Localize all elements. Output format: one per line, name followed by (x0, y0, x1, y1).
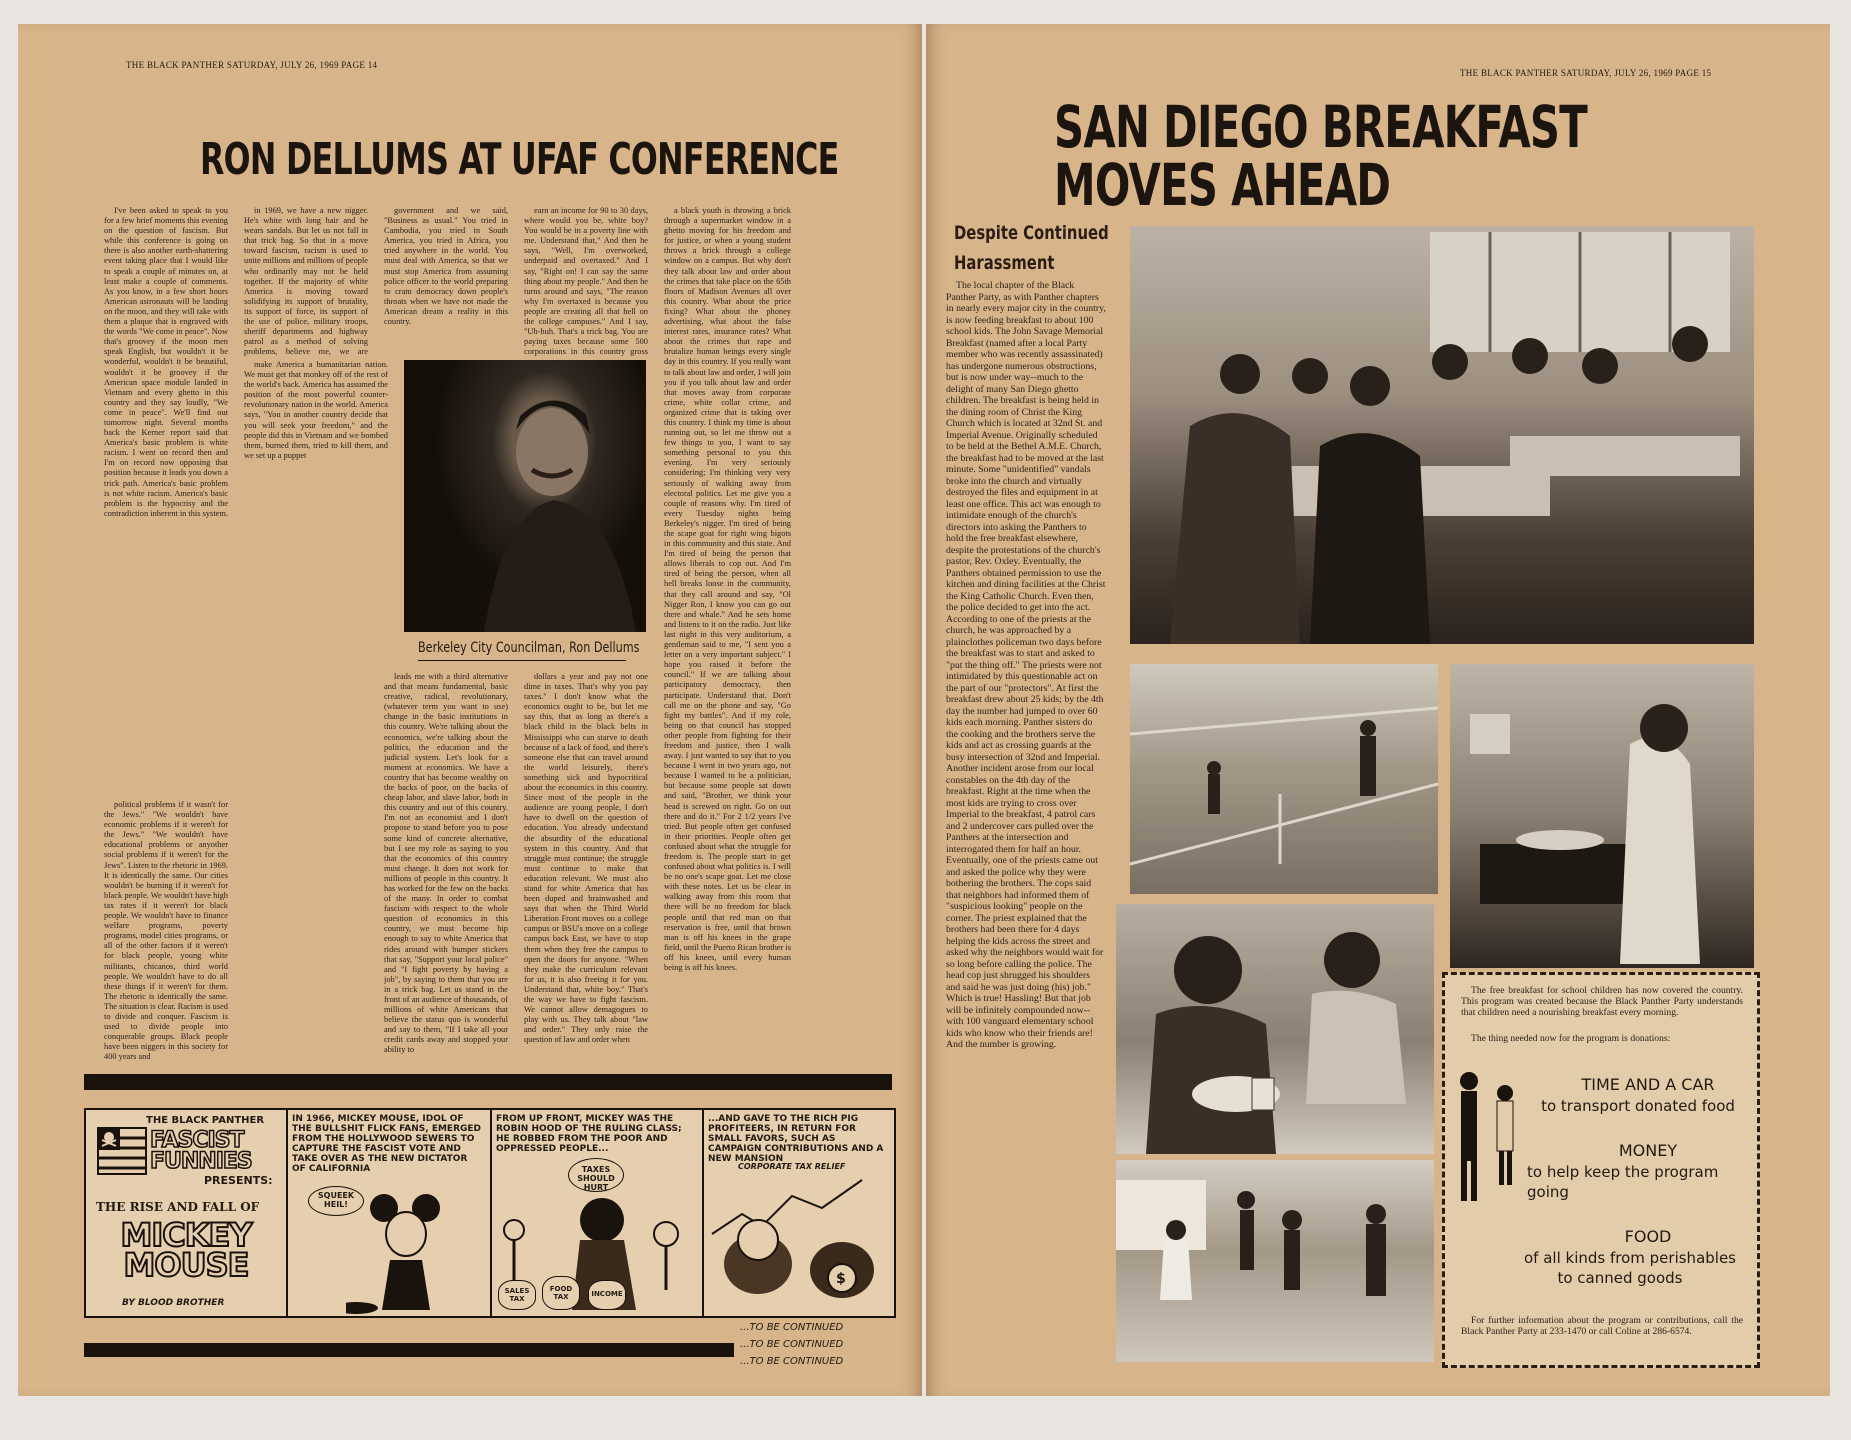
article-column-1: I've been asked to speak to you for a few brief moments this evening on the question of fascism. But while this conference is going on there is also another earth-shattering event taking place that I would like to speak a couple of minutes on, at least make a couple of comments. As you know, in a few short hours American astronauts will be landing on the moon, and they will take with them a plaque that is engraved with the words "We come in peace". Now that's groovey if the moon men speak English, but wouldn't it be wonderful, wouldn't it be beautiful, wouldn't it be groovey if the American space module landed in Vietnam and every ghetto in this country and they say loudly, "We come in peace". We'll find out tomorrow night. Several months back the Kerner report said that America's basic problem is white racism. I went on record then and I'm on record now opposing that position because it leads you down a trick path. America's basic problem is not white racism. America's basic problem is the hypocrisy and the contradiction inherent in this system. (104, 206, 228, 518)
food-title: FOOD (1624, 1227, 1672, 1246)
mickey-dictator-drawing (346, 1190, 486, 1316)
box-intro: The free breakfast for school children has now covered the country. This program was created because the Black Panther Party understands that children need a nourishing breakfast every morning. (1461, 985, 1743, 1018)
right-page-folio: THE BLACK PANTHER SATURDAY, JULY 26, 1969 PAGE 15 (1460, 68, 1712, 78)
subhead-line-2: Harassment (954, 252, 1055, 274)
panel-3-speech-balloon: TAXES SHOULD HURT (568, 1158, 624, 1192)
to-be-continued-1: ...TO BE CONTINUED (740, 1322, 844, 1333)
comic-panel-2 (286, 1110, 492, 1316)
comic-title-panel (86, 1110, 288, 1316)
time-and-car-title: TIME AND A CAR (1581, 1075, 1715, 1094)
article-column-4: dollars a year and pay not one dime in taxes. That's why you pay taxes." I don't know what the economics ought to be, but let me say this, that as long as there's a black child in the black belts in Mississippi who can starve to death because of a lack of food, and there's someone else that can travel around the world leisurely, there's something sick and hypocritical about the economics in this country. Since most of the people in the audience are young people, I don't have to dwell on the question of education. You already understand the absurdity of the educational system in this country. And that struggle must continue; the struggle must continue to make that education relevant. We must also stand for white America that has been duped and brainwashed and says that when the Third World Liberation Front moves on a college campus or BSU's move on a college campus back East, we have to stop them when they free the campus to open the doors for anyone. "When they make the curriculum relevant for us, it is also freeing it for you. Understand that, white boy." That's the way we have to fight fascism. We cannot allow demagogues to play with us. They talk about "law and order." They only raise the question of law and order when (524, 672, 648, 1045)
money-sub-line-1: to help keep the program (1527, 1163, 1719, 1181)
children-silhouettes-icon (1449, 1067, 1533, 1217)
left-page-folio: THE BLACK PANTHER SATURDAY, JULY 26, 1969 PAGE 14 (126, 60, 378, 70)
mickey-mouse-title: MICKEY MOUSE (120, 1216, 252, 1284)
food-sub-line-1: of all kinds from perishables (1524, 1249, 1736, 1267)
donations-box (1442, 972, 1760, 1368)
rich-pigs-drawing (702, 1174, 894, 1314)
kitchen-cooking-photo (1450, 664, 1754, 968)
article-column-2-top: in 1969, we have a new nigger. He's white with long hair and he wears sandals. But let us not fall in that trick bag. So that in a move toward fascism, racism is used to unite millions and millions of people who ordinarily may not be held together. If the majority of white America is moving toward solidifying its support of brutality, its support of force, its support of the use of police, military troops, sheriff departments and highway patrol as a method of solving problems, believe me, we are (244, 206, 368, 356)
photo-caption: Berkeley City Councilman, Ron Dellums (418, 640, 640, 656)
article-column-5: a black youth is throwing a brick through a supermarket window in a ghetto moving for his freedom and for justice, or when a young student throws a brick through a college window on a campus. But why don't they talk about law and order about the crimes that take place on the 65th floors of Madison Avenues all over this country. What about the price fixing? What about the phoney advertising, what about the false interest rates, insurance rates? What about the crimes that rape and brutalize human beings every single day in this country. If you really want to talk about law and order, I will join you if you talk about law and order that moves away from corporate crime, white collar crime, and organized crime that is taking over this country. I think my time is about running out, so let me throw out a few things to you, I want to say something personal to you this evening. I'm very seriously considering; I'm thinking very very seriously of walking away from electoral politics. Let me give you a couple of reasons why. I'm tired of every Tuesday nights being Berkeley's nigger. I'm tired of being the scape goat for right wing bigots in this community and this state. And I'm tired of being the person that allows liberals to cop out. And I'm tired of being the person, when all hell breaks loose in the community, that they call around and say, "Ol Nigger Ron, I know you can go out there and whale." And he sets home and listens to it on the radio. Just like last night in this very auditorium, a gentleman said to me, "I sent you a letter on a very important subject." I hope you raised it before the council." If we are talking about participatory democracy, then participate. Understand that. Don't call me on the phone and say, "Go fight my battles". And if my role, being on that council has stopped other people from fighting for their freedom and justice, then I walk away. I just wanted to say that to you because I went in two years ago, not because I wanted to be a politician, but because some people sat down and said, "Brother, we think your head is screwed on right. Go on out there and do it." For 2 1/2 years I've tried. But people often get confused in their priorities. People often get confused about what the struggle for freedom is. The people start to get confused about what politics is. I will be no one's scape goat. Let me close with these notes. Let us be clear in walking away from this room that there will be no freedom for black people until that red man on that reservation is free, until that brown man is off his knees in the grape field, until the Puerto Rican brother is off his knees, until every human being is off his knees. (664, 206, 791, 973)
crossing-street-photo (1130, 664, 1438, 894)
caption-rule (418, 660, 626, 661)
svg-text:$: $ (836, 1271, 846, 1287)
article-column-1-bottom: political problems if it wasn't for the Jews." "We wouldn't have economic problems if it weren't for the Jews." "We wouldn't have educational problems or anyother social problems if it weren't for the Jews". Listen to the rhetoric in 1969. It is identically the same. Our cities wouldn't be burning if it weren't for black people. We wouldn't have high tax rates if it weren't for black people. We wouldn't have to finance welfare programs, poverty programs, model cities programs, or all of the other factors if it weren't for black people, young white militants, chicanos, third world people. We wouldn't have to do all these things if it weren't for them. The rhetoric is identically the same. The situation is clear. Racism is used to divide and conquer. Fascism is used to divide people into conquerable groups. Black people have been niggers in this society for 400 years and (104, 800, 228, 1062)
income-bag: INCOME (588, 1280, 626, 1310)
panel-2-speech-balloon: SQUEEK HEIL! (308, 1186, 364, 1216)
fascist-funnies-title: FASCIST FUNNIES (150, 1128, 252, 1174)
ron-dellums-photo (404, 360, 646, 632)
comic-masthead: THE BLACK PANTHER (146, 1115, 265, 1126)
box-footer: For further information about the program or contributions, call the Black Panther Party at 233-1470 or call Coline at 286-6574. (1461, 1315, 1743, 1337)
right-headline-line-2: MOVES AHEAD (1054, 151, 1391, 219)
children-eating-photo (1116, 904, 1434, 1154)
food-sub-line-2: to canned goods (1557, 1269, 1683, 1287)
breakfast-article-column: The local chapter of the Black Panther Party, as with Panther chapters in nearly every major city in the country, is now feeding breakfast to about 100 school kids. The John Savage Memorial Breakfast (named after a local Party member who was recently assassinated) has undergone numerous obstructions, but is now under way--much to the delight of many San Diego ghetto children. The breakfast is being held in the dining room of Christ the King Church which is located at 32nd St. and Imperial Avenue. Originally scheduled to be held at the Bethel A.M.E. Church, the breakfast had to be moved at the last minute. Some "unidentified" vandals broke into the church and virtually destroyed the files and equipment in at least one office. This act was enough to intimidate enough of the church's directors into asking the Panthers to hold the free breakfast elsewhere, despite the protestations of the church's pastor, Rev. Oxley. Eventually, the Panthers obtained permission to use the kitchen and dining facilities at the Christ the King Catholic Church. Even then, the police decided to get into the act. According to one of the priests at the church, he was approached by a plainclothes policeman two days before the breakfast was to start and asked to "put the thing off." The priests were not intimidated by this questionable act on the part of our "protectors". At first the breakfast drew about 25 kids; by the 4th day the number had jumped to over 60 kids each morning. Panther sisters do the cooking and the brothers serve the kids and act as crossing guards at the busy intersection of 32nd and Imperial. Another incident arose from our local constables on the 4th day of the breakfast. Right at the time when the most kids are trying to cross over Imperial to the breakfast, 4 patrol cars and 2 undercover cars pulled over the Panthers at the intersection and interrogated them for half an hour. Eventually, one of the priests came out and asked the police why they were bothering the brothers. The cops said that neighbors had informed them of "suspicious looking" people on the corner. The priest explained that the brothers had been there for 4 days helping the kids across the street and asked why the neighbors would wait for so long before calling the police. The head cop just shrugged his shoulders and said he was just doing (his) job." Which is true! Hassling! But that job will be infinitely compounded now--with 100 vanguard elementary school kids who know who their friends are! And the number is growing. (946, 280, 1106, 1050)
subhead-line-1: Despite Continued (954, 222, 1109, 244)
comic-byline: BY BLOOD BROTHER (122, 1298, 225, 1308)
food-tax-bag: FOOD TAX (542, 1276, 580, 1310)
box-intro-2: The thing needed now for the program is donations: (1471, 1033, 1671, 1044)
panel-3-caption: FROM UP FRONT, MICKEY WAS THE ROBIN HOOD OF THE RULING CLASS; HE ROBBED FROM THE POOR AND OPPRESSED PEOPLE... (496, 1114, 682, 1154)
article-column-3-top: government and we said, "Business as usual." You tried in Cambodia, you tried in South America, you tried in Africa, you tried anywhere in the world. You must deal with America, so that we must stop America from assuming police officer to the world preparing to cram democracy down people's throats when we have not made the American dream a reality in this country. (384, 206, 508, 327)
rule-above-comic (84, 1074, 892, 1090)
comic-panel-4 (702, 1110, 894, 1316)
flag-icon (92, 1122, 148, 1184)
right-headline-line-1: SAN DIEGO BREAKFAST (1054, 93, 1588, 161)
story-title-line-1: THE RISE AND FALL OF (96, 1200, 260, 1214)
children-crossing-guards-photo (1116, 1160, 1434, 1362)
time-and-car-sub: to transport donated food (1541, 1097, 1735, 1115)
left-headline: RON DELLUMS AT UFAF CONFERENCE (200, 134, 839, 185)
panel-4-caption: ...AND GAVE TO THE RICH PIG PROFITEERS, IN RETURN FOR SMALL FAVORS, SUCH AS CAMPAIGN CONTRIBUTIONS AND A NEW MANSION (708, 1114, 884, 1164)
rule-below-comic (84, 1343, 734, 1357)
article-column-4-top: earn an income for 90 to 30 days, where would you be, white boy? You would be in a poverty line with me. Understand that," And then he says, "Well, I'm overworked, underpaid and overtaxed." And I say, "Right on! I can say the same thing about my people." And then he turns around and says, "The reason why I'm overtaxed is because you people are creating all that hell on the college campuses." And I say, "Uh-huh. That's a trick bag. You are paying taxes because some 500 corporations in this country gross (524, 206, 648, 356)
money-title: MONEY (1618, 1141, 1678, 1160)
to-be-continued-2: ...TO BE CONTINUED (740, 1339, 844, 1350)
corporate-tax-relief-sign: CORPORATE TAX RELIEF (738, 1162, 846, 1171)
comic-panel-3 (490, 1110, 704, 1316)
panel-2-caption: IN 1966, MICKEY MOUSE, IDOL OF THE BULLSHIT FLICK FANS, EMERGED FROM THE HOLLYWOOD SEWERS TO CAPTURE THE FASCIST VOTE AND TAKE OVER AS THE NEW DICTATOR OF CALIFORNIA (292, 1114, 482, 1174)
comic-presents: PRESENTS: (204, 1174, 273, 1187)
sales-tax-bag: SALES TAX (498, 1280, 536, 1310)
fascist-funnies-comic-strip (84, 1108, 896, 1318)
article-column-3: leads me with a third alternative and that means fundamental, basic creative, radical, revolutionary, (whatever term you want to use) change in the basic institutions in this country. We're talking about the economics, we're talking about the politics, the education and the judicial system. Let's look for a moment at economics. We have a country that has become wealthy on the backs of poor, on the backs of cheap labor, and slave labor, both in this country and out of this country. I'm not an economist and I don't propose to stand before you to pose some kind of concrete alternative, but I see my role as saying to you that the economics of this country must change. It does not work for millions of people in this country. It has worked for the few on the backs of the many. In order to combat fascism with respect to the whole question of economics in this country, we must become hip enough to say to white America that rides around with bumper stickers that say, "Support your local police" and "I fight poverty by having a job", by saying to them that you are in a trick bag. Let us stand in the front of an audience of thousands, of millions of white Americans that believe the status quo is wonderful and say to them, "If I take all your credit cards away and stopped your ability to (384, 672, 508, 1055)
breakfast-dining-room-photo (1130, 226, 1754, 644)
to-be-continued-3: ...TO BE CONTINUED (740, 1356, 844, 1367)
money-sub-line-2: going (1527, 1183, 1569, 1201)
article-column-2: make America a humanitarian nation. We must get that monkey off of the rest of the world's back. America has assumed the position of the most powerful counter-revolutionary nation in the world. America says, "You in another country decide that you will seek your freedom," and the people did this in Vietnam and we bombed them, burned them, tried to kill them, and we set up a puppet (244, 360, 388, 460)
